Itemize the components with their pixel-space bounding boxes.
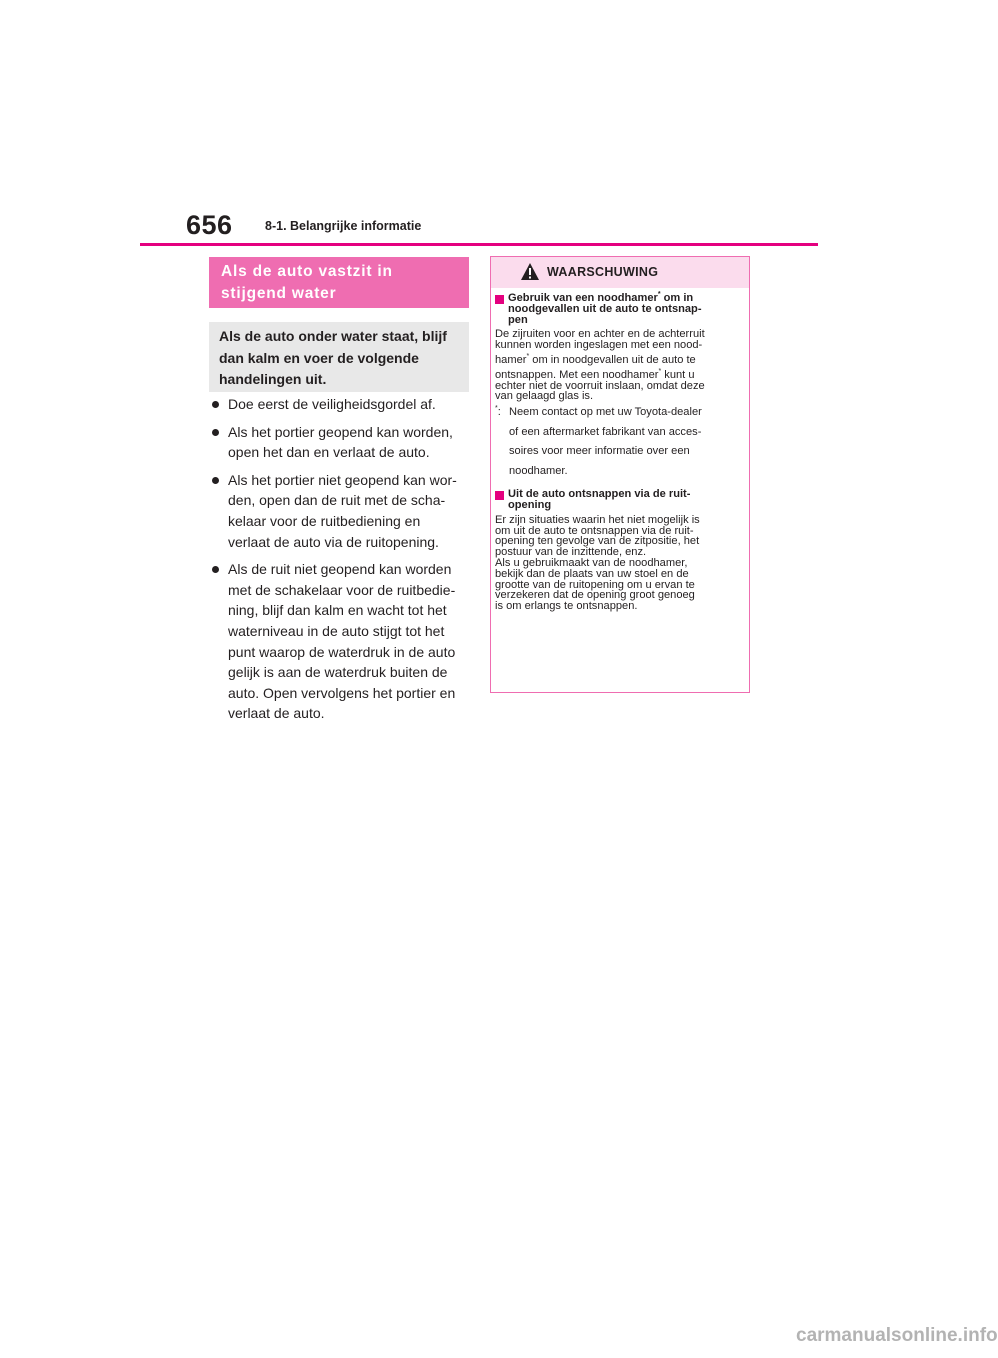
list-item-line: ning, blijf dan kalm en wacht tot het — [228, 602, 447, 619]
paragraph-line: kunnen worden ingeslagen met een nood- — [495, 339, 703, 352]
list-item-line: den, open dan de ruit met de scha- — [228, 492, 446, 509]
footnote-colon: : — [497, 406, 501, 419]
paragraph-line: Er zijn situaties waarin het niet mogelijk is — [495, 513, 700, 526]
paragraph-line: opening ten gevolge van de zitpositie, het — [495, 535, 700, 548]
paragraph-line: bekijk dan de plaats van uw stoel en de — [495, 567, 689, 580]
paragraph-line — [495, 352, 743, 366]
footnote-marker: * — [495, 405, 498, 413]
warning-subheading-line: Uit de auto ontsnappen via de ruit- — [508, 488, 691, 501]
warning-subheading-line: opening — [508, 498, 552, 511]
paragraph-line: Als u gebruikmaakt van de noodhamer, — [495, 556, 688, 569]
list-item — [209, 559, 469, 724]
paragraph-text: hamer — [495, 353, 527, 366]
footnote-marker: * — [526, 352, 530, 360]
warning-paragraph — [495, 329, 743, 402]
paragraph-text: kunt u — [661, 368, 695, 381]
footnote-mark — [495, 403, 501, 423]
intro-box — [209, 322, 469, 392]
warning-triangle-icon — [520, 262, 540, 281]
paragraph-line: postuur van de inzittende, enz. — [495, 546, 647, 559]
paragraph-line: is om erlangs te ontsnappen. — [495, 600, 638, 613]
square-bullet-icon — [495, 295, 504, 304]
warning-content — [495, 293, 743, 612]
bullet-icon — [212, 477, 219, 484]
list-item-line: punt waarop de waterdruk in de auto — [228, 643, 456, 660]
list-item-line: gelijk is aan de waterdruk buiten de — [228, 664, 448, 681]
list-item — [209, 394, 469, 415]
footnote-marker: * — [657, 291, 661, 298]
warning-title: WAARSCHUWING — [547, 265, 659, 279]
paragraph-line: echter niet de voorruit inslaan, omdat deze — [495, 379, 705, 392]
warning-subheading-line: noodgevallen uit de auto te ontsnap- — [508, 302, 702, 315]
bullet-icon — [212, 429, 219, 436]
list-item-line: kelaar voor de ruitbediening en — [228, 512, 421, 529]
paragraph-line — [495, 367, 743, 381]
intro-line: Als de auto onder water staat, blijf — [219, 328, 447, 344]
paragraph-line: De zijruiten voor en achter en de achterruit — [495, 328, 705, 341]
intro-line: handelingen uit. — [219, 371, 327, 387]
footnote-line: of een aftermarket fabrikant van acces- — [509, 425, 702, 438]
bullet-icon — [212, 401, 219, 408]
footnote-line: Neem contact op met uw Toyota-dealer — [509, 406, 702, 419]
section-title: 8-1. Belangrijke informatie — [265, 219, 422, 233]
warning-subheading — [495, 293, 743, 325]
warning-paragraph — [495, 515, 743, 612]
bullet-icon — [212, 566, 219, 573]
list-item-line: Doe eerst de veiligheidsgordel af. — [228, 396, 436, 412]
list-item — [209, 422, 469, 463]
paragraph-text: om in noodgevallen uit de auto te — [529, 353, 696, 366]
section-heading-line: Als de auto vastzit in — [221, 263, 393, 280]
list-item-line: Als het portier geopend kan worden, — [228, 423, 453, 440]
square-bullet-icon — [495, 491, 504, 500]
footnote — [495, 403, 743, 481]
section-heading-line: stijgend water — [221, 285, 337, 302]
paragraph-text: ontsnappen. Met een noodhamer — [495, 368, 659, 381]
list-item-line: Als het portier niet geopend kan wor- — [228, 471, 457, 488]
list-item-line: open het dan en verlaat de auto. — [228, 444, 430, 461]
paragraph-line: grootte van de ruitopening om u ervan te — [495, 578, 695, 591]
footnote-line: noodhamer. — [509, 464, 568, 477]
list-item-line: Als de ruit niet geopend kan worden — [228, 561, 452, 578]
paragraph-line: verzekeren dat de opening groot genoeg — [495, 589, 695, 602]
warning-subheading — [495, 489, 743, 511]
subheading-text: Gebruik van een noodhamer — [508, 292, 658, 304]
paragraph-line: om uit de auto te ontsnappen via de ruit- — [495, 524, 694, 537]
list-item-line: auto. Open vervolgens het portier en — [228, 684, 456, 701]
subheading-text: om in — [660, 292, 694, 304]
section-heading — [209, 257, 469, 308]
watermark: carmanualsonline.info — [796, 1325, 998, 1346]
list-item-line: verlaat de auto. — [228, 705, 325, 722]
instruction-list — [209, 394, 469, 731]
list-item-line: met de schakelaar voor de ruitbedie- — [228, 581, 456, 598]
list-item-line: waterniveau in de auto stijgt tot het — [228, 622, 445, 639]
footnote-marker: * — [658, 367, 662, 375]
header-rule — [140, 243, 818, 246]
page-number: 656 — [186, 210, 233, 240]
paragraph-line: van gelaagd glas is. — [495, 390, 594, 403]
footnote-line: soires voor meer informatie over een — [509, 445, 690, 458]
list-item — [209, 470, 469, 552]
list-item-line: verlaat de auto via de ruitopening. — [228, 533, 439, 550]
intro-line: dan kalm en voer de volgende — [219, 349, 419, 366]
warning-subheading-line: pen — [508, 313, 528, 326]
